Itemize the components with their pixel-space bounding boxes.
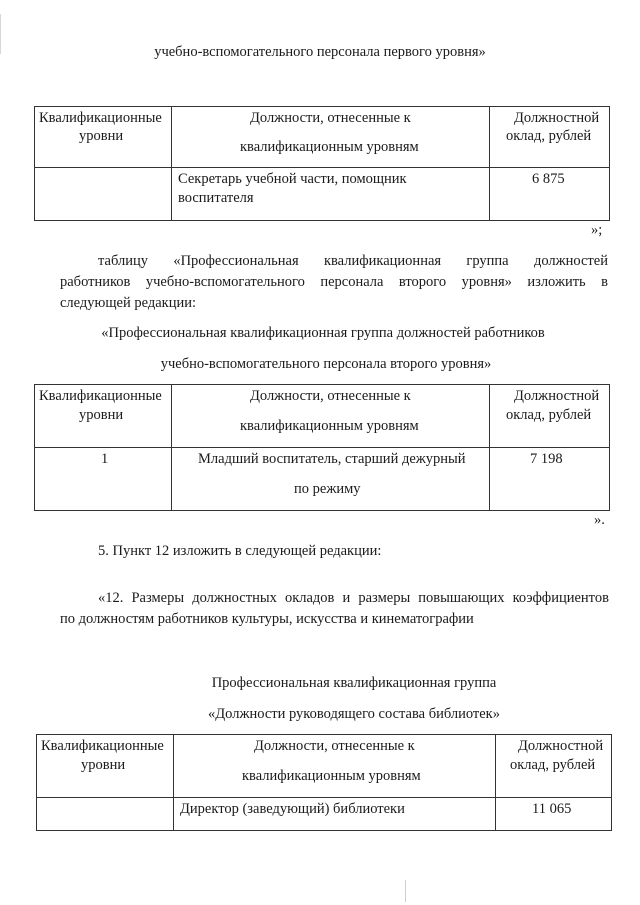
header-salary-line2: оклад, рублей — [510, 757, 596, 773]
header-salary-line1: Должностной — [514, 110, 600, 126]
section2-heading-line2: учебно-вспомогательного персонала второго уровня» — [160, 356, 492, 372]
word: коэффициентов — [512, 590, 609, 606]
header-levels-line2: уровни — [79, 407, 124, 423]
header-positions-line2: квалификационным уровням — [240, 139, 419, 155]
scan-edge-mark — [0, 14, 1, 54]
item12-line1 — [98, 590, 609, 607]
cell-level — [35, 448, 172, 511]
word: второго — [398, 274, 447, 290]
cell-salary-text: 7 198 — [530, 451, 563, 467]
header-levels-line1: Квалификационные — [39, 388, 162, 404]
header-levels — [37, 735, 174, 798]
header-positions — [172, 107, 490, 168]
header-levels-line1: Квалификационные — [41, 738, 164, 754]
header-positions — [172, 385, 490, 448]
header-levels-line2: уровни — [79, 128, 124, 144]
cell-salary-text: 6 875 — [532, 171, 565, 187]
word: должностных — [192, 590, 277, 606]
scan-edge-mark — [405, 880, 406, 902]
header-salary — [490, 107, 610, 168]
header-levels-line2: уровни — [81, 757, 126, 773]
cell-position — [174, 798, 496, 831]
cell-level — [35, 168, 172, 221]
section3-heading-line2: «Должности руководящего состава библиотек» — [208, 706, 500, 722]
cell-position-line1: Секретарь учебной части, помощник — [178, 171, 407, 187]
header-positions — [174, 735, 496, 798]
header-positions-line1: Должности, отнесенные к — [250, 110, 411, 126]
cell-salary — [496, 798, 612, 831]
header-salary-line2: оклад, рублей — [506, 407, 592, 423]
table-row — [37, 798, 612, 831]
header-salary-line1: Должностной — [518, 738, 604, 754]
table-header-row — [35, 107, 610, 168]
word: Размеры — [131, 590, 185, 606]
word: должностей — [533, 253, 608, 269]
word: размеры — [358, 590, 411, 606]
header-levels-line1: Квалификационные — [39, 110, 162, 126]
word: группа — [466, 253, 509, 269]
paragraph1-line3: следующей редакции: — [60, 295, 197, 311]
word: повышающих — [418, 590, 505, 606]
table-header-row — [37, 735, 612, 798]
header-positions-line2: квалификационным уровням — [240, 418, 419, 434]
table-row — [35, 448, 610, 511]
item5-text: 5. Пункт 12 изложить в следующей редакции: — [98, 543, 382, 559]
cell-position-line2: по режиму — [294, 481, 361, 497]
section1-heading: учебно-вспомогательного персонала первого уровня» — [154, 44, 486, 60]
header-levels — [35, 107, 172, 168]
word: таблицу — [98, 253, 148, 269]
word: персонала — [320, 274, 384, 290]
table-section2 — [34, 384, 610, 511]
word: в — [601, 274, 608, 290]
word: «12. — [98, 590, 124, 606]
header-salary-line2: оклад, рублей — [506, 128, 592, 144]
paragraph1-line2 — [60, 274, 608, 291]
cell-position-line2: воспитателя — [178, 190, 254, 206]
cell-salary-text: 11 065 — [532, 801, 572, 817]
cell-position-line1: Младший воспитатель, старший дежурный — [198, 451, 466, 467]
word: окладов — [284, 590, 335, 606]
header-salary — [496, 735, 612, 798]
section2-closing: ». — [594, 512, 605, 528]
header-positions-line2: квалификационным уровням — [242, 768, 421, 784]
header-positions-line1: Должности, отнесенные к — [254, 738, 415, 754]
table-row — [35, 168, 610, 221]
section3-heading-line1: Профессиональная квалификационная группа — [211, 675, 497, 691]
cell-position — [172, 168, 490, 221]
word: «Профессиональная — [173, 253, 299, 269]
word: и — [342, 590, 351, 606]
cell-position — [172, 448, 490, 511]
table-header-row — [35, 385, 610, 448]
cell-salary — [490, 168, 610, 221]
table-section1 — [34, 106, 610, 221]
header-levels — [35, 385, 172, 448]
cell-position-line1: Директор (заведующий) библиотеки — [180, 801, 405, 817]
word: изложить — [527, 274, 586, 290]
cell-salary — [490, 448, 610, 511]
word: уровня» — [461, 274, 512, 290]
header-salary-line1: Должностной — [514, 388, 600, 404]
word: квалификационная — [323, 253, 442, 269]
paragraph1-line1 — [98, 253, 608, 270]
cell-level-text: 1 — [101, 451, 109, 467]
header-salary — [490, 385, 610, 448]
table-section3 — [36, 734, 612, 831]
word: работников — [60, 274, 131, 290]
section1-closing: »; — [591, 222, 603, 238]
section2-heading-line1: «Профессиональная квалификационная группа должностей работников — [101, 325, 545, 341]
word: учебно-вспомогательного — [145, 274, 305, 290]
cell-level — [37, 798, 174, 831]
header-positions-line1: Должности, отнесенные к — [250, 388, 411, 404]
item12-line2: по должностям работников культуры, искусства и кинематографии — [60, 611, 474, 627]
